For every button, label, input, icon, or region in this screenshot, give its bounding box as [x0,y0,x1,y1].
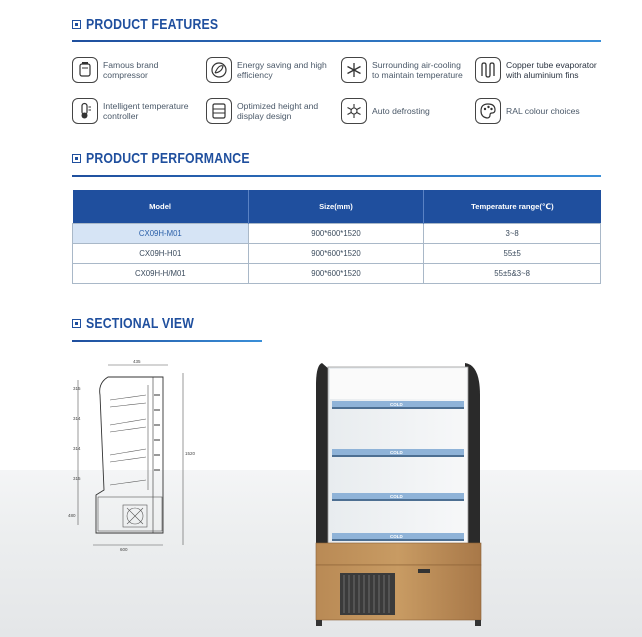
energy-saving-icon [206,57,232,83]
feature-label-line1: Famous brand [103,59,159,70]
table-cell: CX09H-H/M01 [73,263,249,283]
sectional-divider [72,340,262,342]
dim-bottom-label: 600 [120,547,128,552]
table-cell: CX09H-M01 [73,223,249,243]
feature-label-line2: display design [237,110,292,121]
table-cell: 900*600*1520 [248,263,424,283]
table-row [73,263,601,283]
evaporator-icon [475,57,501,83]
compressor-icon [72,57,98,83]
table-cell: 900*600*1520 [248,243,424,263]
shelf-label: COLD [390,494,403,499]
column-header-model: Model [73,190,249,223]
dim-shelf-label: 314 [73,446,81,451]
feature-label-line2: compressor [103,69,148,80]
performance-divider [72,175,601,177]
feature-item [341,96,475,125]
sectional-heading [72,315,218,332]
table-cell: 900*600*1520 [248,223,424,243]
feature-item [341,55,475,84]
section-bullet-icon [72,319,81,328]
performance-table [72,190,601,284]
feature-item [72,55,206,84]
dim-side-label: 1520 [185,451,196,456]
feature-item [72,96,206,125]
dim-shelf-label: 314 [73,416,81,421]
performance-title: PRODUCT PERFORMANCE [86,150,250,167]
feature-label-line1: Intelligent temperature [103,100,189,111]
table-row [73,243,601,263]
shelf-label: COLD [390,402,403,407]
dim-top-label: 435 [133,359,141,364]
features-grid [72,55,602,125]
features-heading [72,16,247,33]
dim-base-label: 480 [68,513,76,518]
sectional-drawing [68,355,198,565]
shelf-label: COLD [390,534,403,539]
table-cell: 3~8 [424,223,601,243]
table-cell: 55±5 [424,243,601,263]
palette-icon [475,98,501,124]
features-title: PRODUCT FEATURES [86,16,219,33]
shelf-label: COLD [390,450,403,455]
performance-heading [72,150,286,167]
feature-label-line2: controller [103,110,139,121]
dim-shelf-label: 315 [73,476,81,481]
feature-label-line1: Surrounding air-cooling [372,59,461,70]
feature-label-line1: Energy saving and high [237,59,327,70]
display-design-icon [206,98,232,124]
sectional-title: SECTIONAL VIEW [86,315,194,332]
product-image [300,355,500,630]
feature-item [475,55,605,84]
table-cell: 55±5&3~8 [424,263,601,283]
snowflake-icon [341,57,367,83]
feature-label-line1: Auto defrosting [372,105,430,116]
feature-label-line1: RAL colour choices [506,105,580,116]
dim-shelf-label: 315 [73,386,81,391]
table-row [73,223,601,243]
column-header-temperature: Temperature range(℃) [424,190,601,223]
table-header-row [73,190,601,223]
feature-item [206,96,341,125]
feature-label-line1: Copper tube evaporator [506,59,597,70]
feature-label-line1: Optimized height and [237,100,319,111]
feature-item [206,55,341,84]
features-divider [72,40,601,42]
feature-label-line2: efficiency [237,69,273,80]
column-header-size: Size(mm) [248,190,424,223]
feature-item [475,96,605,125]
feature-label-line2: with aluminium fins [506,69,579,80]
table-cell: CX09H-H01 [73,243,249,263]
section-bullet-icon [72,20,81,29]
defrost-icon [341,98,367,124]
section-bullet-icon [72,154,81,163]
controller-icon [72,98,98,124]
feature-label-line2: to maintain temperature [372,69,463,80]
